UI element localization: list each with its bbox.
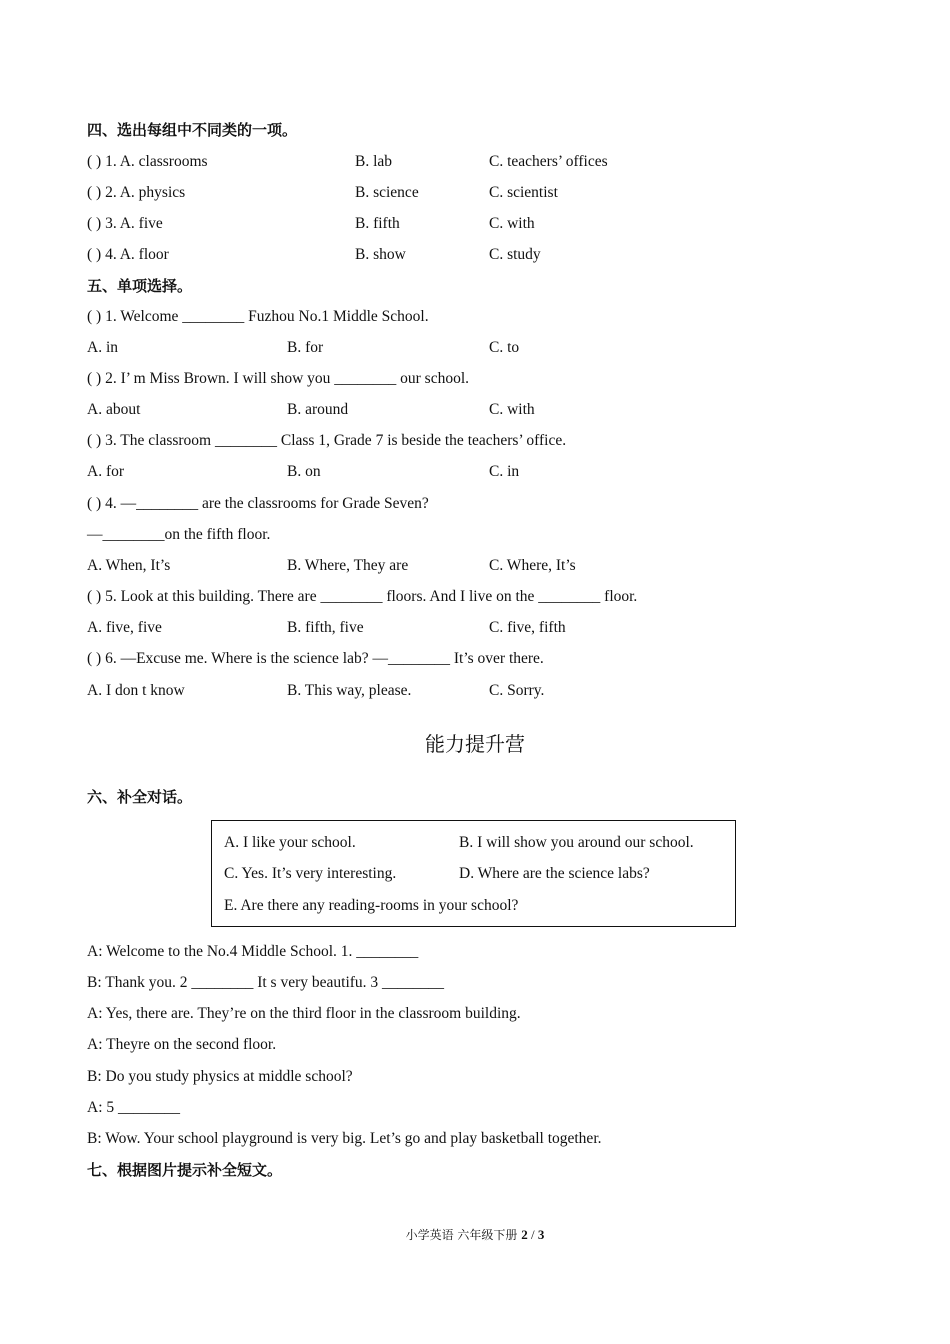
options-box	[211, 820, 736, 927]
s5-question-5: ( ) 5. Look at this building. There are ________ floors. And I live on the ________ floor.	[87, 588, 638, 605]
s5-question-3: ( ) 3. The classroom ________ Class 1, Grade 7 is beside the teachers’ office.	[87, 432, 567, 449]
s5-question-4: ( ) 4. —________ are the classrooms for Grade Seven?	[87, 495, 429, 512]
footer-page-number: 2	[521, 1227, 528, 1242]
s5-question-6: ( ) 6. —Excuse me. Where is the science lab? —________ It’s over there.	[87, 650, 544, 667]
box-option-e: E. Are there any reading-rooms in your school?	[224, 897, 519, 914]
dialogue-line: A: 5 ________	[87, 1099, 180, 1116]
s5-question-4-reply: —________on the fifth floor.	[87, 526, 271, 543]
section7-heading: 七、根据图片提示补全短文。	[87, 1161, 283, 1179]
s5-question-2: ( ) 2. I’ m Miss Brown. I will show you ________ our school.	[87, 370, 470, 387]
dialogue-line: A: Theyre on the second floor.	[87, 1036, 277, 1053]
dialogue-line: B: Wow. Your school playground is very big. Let’s go and play basketball together.	[87, 1130, 602, 1147]
dialogue-line: A: Welcome to the No.4 Middle School. 1. ________	[87, 943, 419, 960]
s5-question-1: ( ) 1. Welcome ________ Fuzhou No.1 Middle School.	[87, 308, 429, 325]
box-option-d: D. Where are the science labs?	[459, 865, 650, 882]
section6-heading: 六、补全对话。	[87, 788, 193, 806]
box-option-b: B. I will show you around our school.	[459, 834, 694, 851]
footer-text: 小学英语 六年级下册	[405, 1228, 522, 1242]
page-footer	[0, 1226, 950, 1244]
dialogue-line: B: Do you study physics at middle school?	[87, 1068, 353, 1085]
footer-total-pages: 3	[537, 1227, 545, 1242]
box-option-a: A. I like your school.	[224, 834, 356, 851]
dialogue-line: B: Thank you. 2 ________ It s very beautifu. 3 ________	[87, 974, 445, 991]
footer-separator: /	[527, 1227, 538, 1242]
page-title: 能力提升营	[425, 732, 525, 756]
box-option-c: C. Yes. It’s very interesting.	[224, 865, 397, 882]
section5-heading: 五、单项选择。	[87, 277, 193, 295]
section4-heading: 四、选出每组中不同类的一项。	[87, 121, 298, 139]
dialogue-line: A: Yes, there are. They’re on the third floor in the classroom building.	[87, 1005, 521, 1022]
